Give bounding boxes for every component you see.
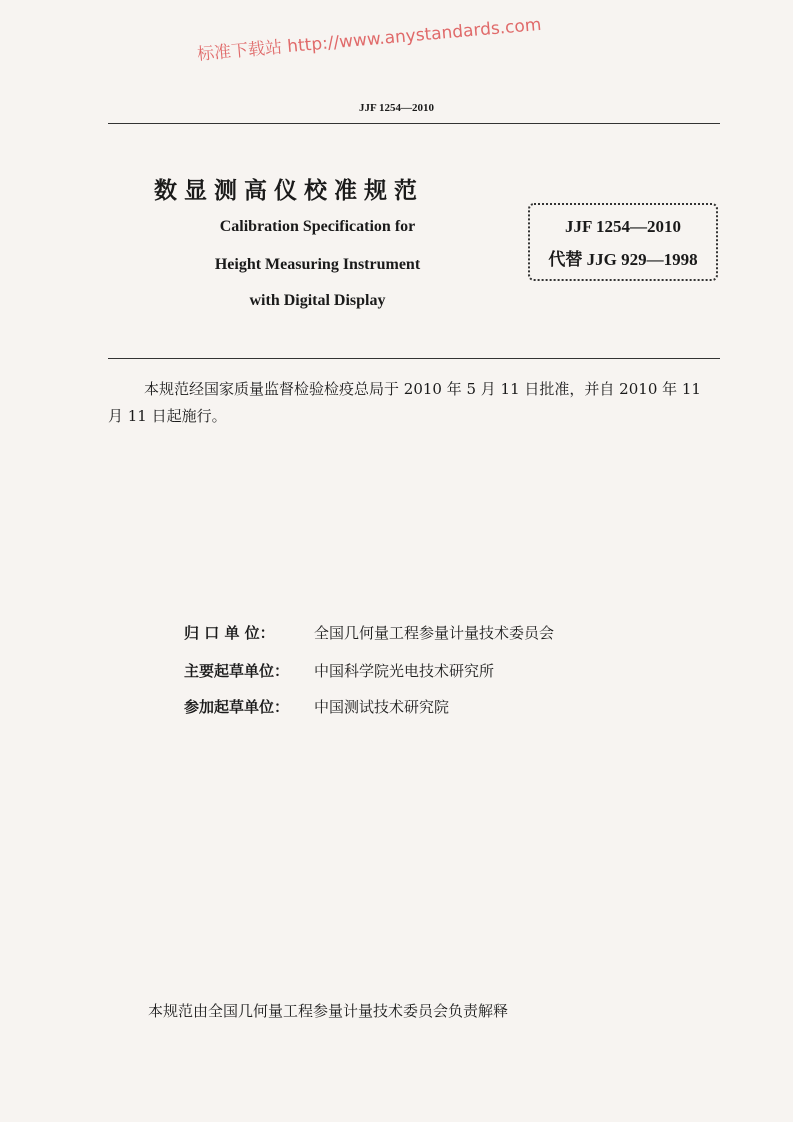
unit-label: 参加起草单位： xyxy=(184,698,290,716)
unit-label: 归 口 单 位： xyxy=(184,624,275,642)
standard-code-box xyxy=(528,203,718,281)
standard-code: JJF 1254—2010 xyxy=(564,217,681,236)
unit-value: 中国测试技术研究院 xyxy=(314,698,450,716)
unit-row-responsible xyxy=(184,622,554,643)
title-chinese: 数显测高仪校准规范 xyxy=(154,178,424,204)
title-english-line-2: Height Measuring Instrument xyxy=(214,256,421,273)
watermark-text: 标准下载站 http://www.anystandards.com xyxy=(196,14,543,65)
title-english-line-3: with Digital Display xyxy=(249,292,386,309)
running-header-code: JJF 1254—2010 xyxy=(358,102,435,114)
title-english-line-1: Calibration Specification for xyxy=(219,218,416,235)
unit-row-main-drafter xyxy=(184,660,494,681)
unit-value: 全国几何量工程参量计量技术委员会 xyxy=(314,624,555,642)
interpretation-note: 本规范由全国几何量工程参量计量技术委员会负责解释 xyxy=(148,1002,509,1020)
unit-row-co-drafter xyxy=(184,696,449,717)
header-rule xyxy=(108,123,720,124)
title-rule xyxy=(108,358,720,359)
unit-label: 主要起草单位： xyxy=(184,662,290,680)
replaced-standard-code: 代替 JJG 929—1998 xyxy=(548,250,698,269)
unit-value: 中国科学院光电技术研究所 xyxy=(314,662,495,680)
approval-statement: 本规范经国家质量监督检验检疫总局于 2010 年 5 月 11 日批准，并自 2010 年 11 月 11 日起施行。 xyxy=(108,380,701,425)
